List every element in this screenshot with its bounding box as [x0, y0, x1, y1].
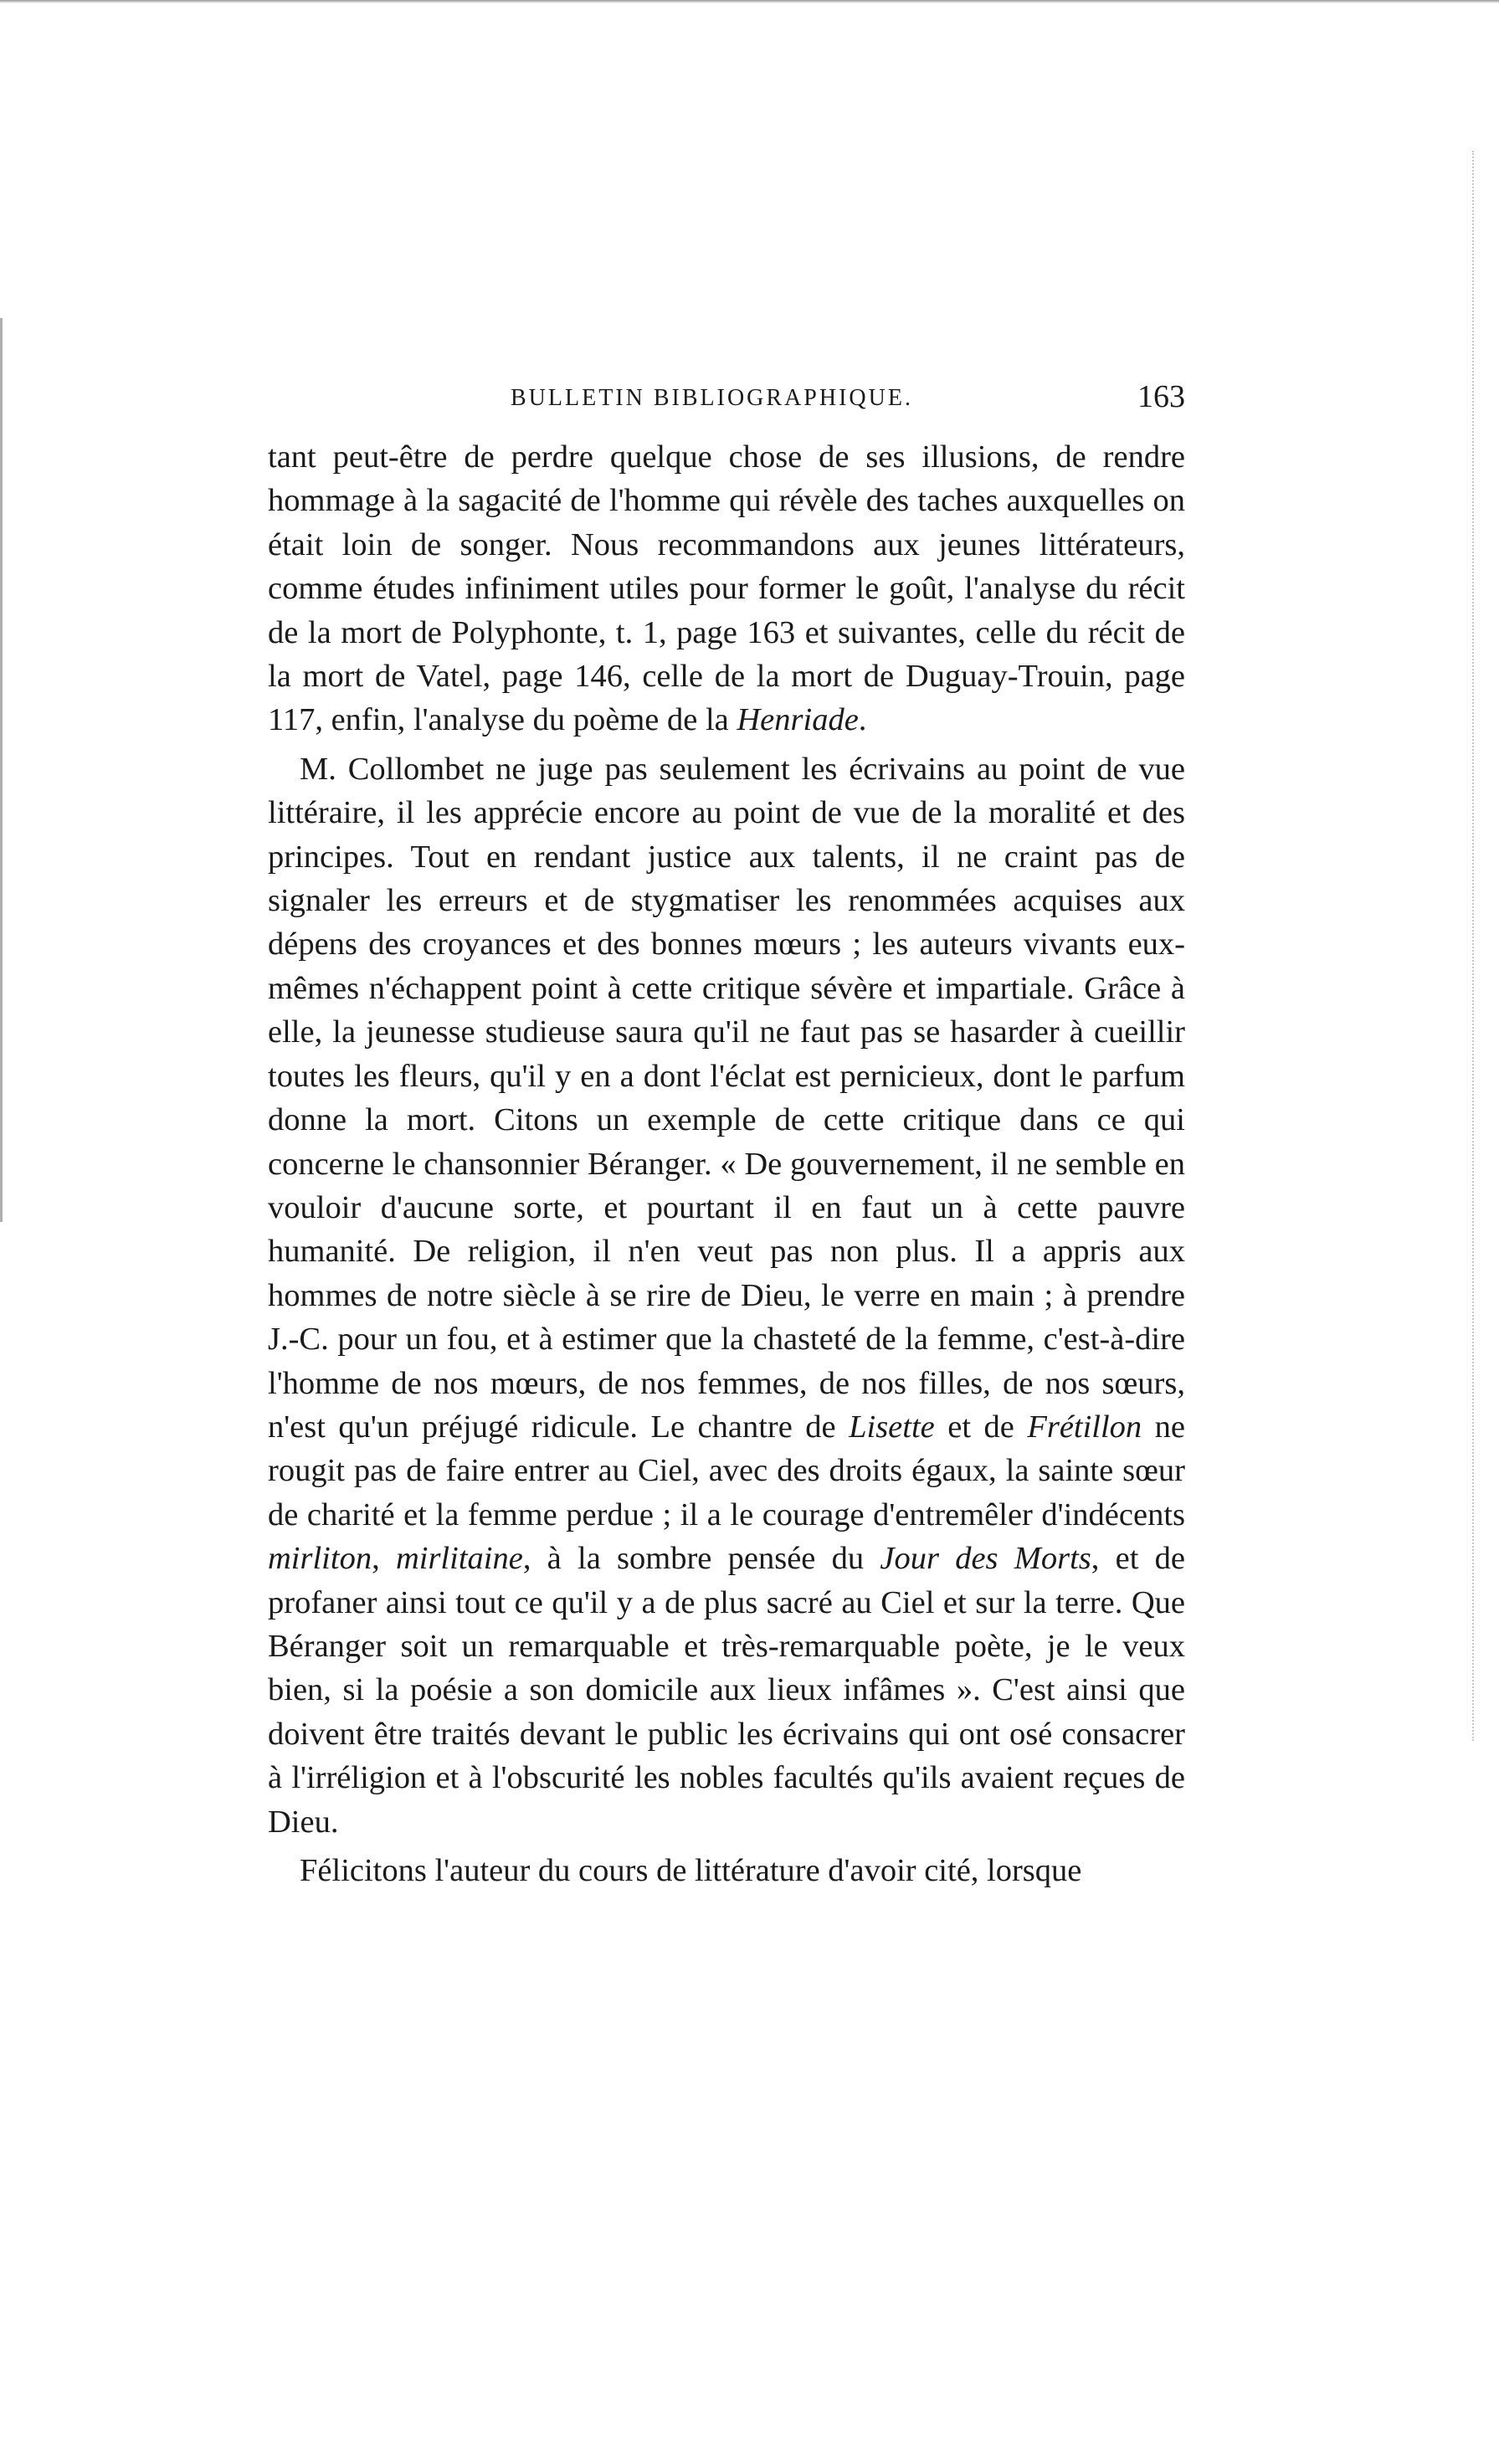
paragraph-1 [268, 435, 1185, 742]
paragraph-3 [268, 1849, 1185, 1892]
paragraph-1-text: tant peut-être de perdre quelque chose de ses illusions, de rendre hommage à la sagacité de l'homme qui révèle des taches auxquelles on était loin de songer. Nous recommandons aux jeunes littérateurs, comme études infiniment utiles pour former le goût, l'analyse du récit de la mort de Polyphonte, t. 1, page 163 et suivantes, celle du récit de la mort de Vatel, page 146, celle de la mort de Duguay-Trouin, page 117, enfin, l'analyse du poème de la [268, 439, 1185, 738]
scan-edge-top [0, 0, 1499, 3]
paragraph-1-end: . [858, 702, 867, 738]
scan-edge-right [1471, 151, 1474, 1741]
word-mirliton: mirliton [268, 1541, 372, 1577]
paragraph-2-text-f: , et de profaner ainsi tout ce qu'il y a de plus sacré au Ciel et sur la terre. Que Béranger soit un remarquable et très-remarquable poète, je le veux bien, si la poésie a son domicile aux lieux infâmes ». C'est ainsi que doivent être traités devant le public les écrivains qui ont osé consacrer à l'irréligion et à l'obscurité les nobles facultés qu'ils avaient reçues de Dieu. [268, 1541, 1186, 1840]
word-mirlitaine: mirlitaine [395, 1541, 523, 1577]
scan-edge-left [0, 318, 3, 1222]
title-jour-des-morts: Jour des Morts [880, 1541, 1091, 1577]
paragraph-2-text-b: et de [934, 1409, 1028, 1445]
page-number: 163 [1137, 379, 1185, 414]
paragraph-2 [268, 747, 1185, 1844]
paragraph-3-text: Félicitons l'auteur du cours de littérature d'avoir cité, lorsque [300, 1853, 1082, 1888]
paragraph-2-text-d: , [372, 1541, 396, 1577]
paragraph-2-text-c: ne rougit pas de faire entrer au Ciel, avec des droits égaux, la sainte sœur de charité et la femme perdue ; il a le courage d'entremêler d'indécents [268, 1409, 1185, 1532]
title-lisette: Lisette [849, 1409, 935, 1445]
running-head [268, 378, 1185, 420]
title-henriade: Henriade [737, 702, 859, 738]
body-text [268, 435, 1185, 1892]
running-title: BULLETIN BIBLIOGRAPHIQUE. [511, 385, 913, 411]
paragraph-2-text-a: M. Collombet ne juge pas seulement les écrivains au point de vue littéraire, il les apprécie encore au point de vue de la moralité et des principes. Tout en rendant justice aux talents, il ne craint pas de signaler les erreurs et de stygmatiser les renommées acquises aux dépens des croyances et des bonnes mœurs ; les auteurs vivants eux-mêmes n'échappent point à cette critique sévère et impartiale. Grâce à elle, la jeunesse studieuse saura qu'il ne faut pas se hasarder à cueillir toutes les fleurs, qu'il y en a dont l'éclat est pernicieux, dont le parfum donne la mort. Citons un exemple de cette critique dans ce qui concerne le chansonnier Béranger. « De gouvernement, il ne semble en vouloir d'aucune sorte, et pourtant il en faut un à cette pauvre humanité. De religion, il n'en veut pas non plus. Il a appris aux hommes de notre siècle à se rire de Dieu, le verre en main ; à prendre J.-C. pour un fou, et à estimer que la chasteté de la femme, c'est-à-dire l'homme de nos mœurs, de nos femmes, de nos filles, de nos sœurs, n'est qu'un préjugé ridicule. Le chantre de [268, 751, 1185, 1445]
title-fretillon: Frétillon [1027, 1409, 1142, 1445]
paragraph-2-text-e: , à la sombre pensée du [522, 1541, 880, 1577]
